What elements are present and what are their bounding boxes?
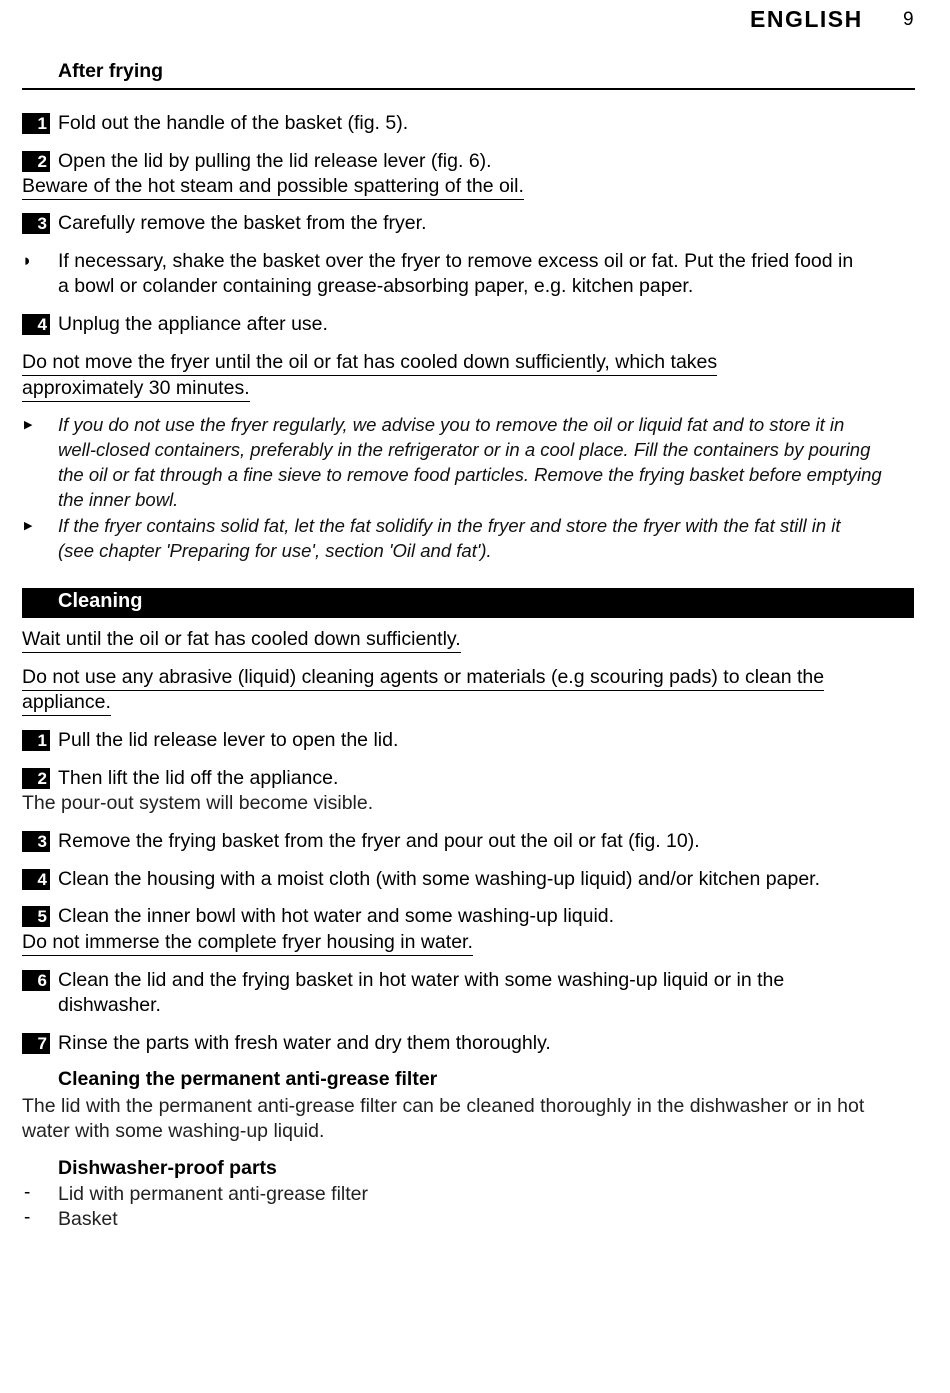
step-number-badge: 1	[22, 730, 50, 751]
after-frying-heading: After frying	[58, 60, 164, 82]
dishwasher-heading: Dishwasher-proof parts	[58, 1157, 277, 1179]
step-text: Then lift the lid off the appliance.	[58, 767, 339, 789]
warning-text: appliance.	[22, 690, 111, 716]
bullet-arrow-icon: ◗	[22, 251, 33, 270]
tip-text: (see chapter 'Preparing for use', section 'Oil and fat').	[58, 540, 492, 561]
step-text: Clean the lid and the frying basket in hot water with some washing-up liquid or in the	[58, 969, 785, 991]
tip-text: If you do not use the fryer regularly, we advise you to remove the oil or liquid fat and to store it in	[58, 414, 845, 435]
step-text: Rinse the parts with fresh water and dry them thoroughly.	[58, 1032, 551, 1054]
cleaning-heading: Cleaning	[58, 590, 143, 612]
step-number-badge: 4	[22, 314, 50, 335]
list-item: Basket	[58, 1208, 118, 1230]
tip-triangle-icon: ▶	[24, 520, 33, 532]
list-item: Lid with permanent anti-grease filter	[58, 1183, 368, 1205]
filter-text: The lid with the permanent anti-grease filter can be cleaned thoroughly in the dishwasher or in hot	[22, 1095, 865, 1117]
warning-text: Do not use any abrasive (liquid) cleaning agents or materials (e.g scouring pads) to clean the	[22, 665, 824, 691]
step-number-badge: 4	[22, 869, 50, 890]
step-text: Open the lid by pulling the lid release lever (fig. 6).	[58, 150, 492, 172]
page-number: 9	[903, 9, 914, 30]
step-text: Carefully remove the basket from the fryer.	[58, 212, 427, 234]
warning-text: Wait until the oil or fat has cooled down sufficiently.	[22, 627, 461, 653]
step-text: dishwasher.	[58, 994, 161, 1016]
step-number-badge: 2	[22, 768, 50, 789]
step-text: Pull the lid release lever to open the lid.	[58, 729, 399, 751]
tip-text: the oil or fat through a fine sieve to remove food particles. Remove the frying basket before emptying	[58, 464, 882, 485]
list-dash: -	[24, 1182, 31, 1203]
filter-heading: Cleaning the permanent anti-grease filter	[58, 1068, 438, 1090]
warning-text: Do not immerse the complete fryer housing in water.	[22, 930, 473, 956]
tip-text: If the fryer contains solid fat, let the fat solidify in the fryer and store the fryer with the fat still in it	[58, 515, 841, 536]
step-text: Fold out the handle of the basket (fig. 5).	[58, 112, 409, 134]
step-number-badge: 3	[22, 831, 50, 852]
cleaning-section-bar	[22, 588, 914, 618]
step-number-badge: 1	[22, 113, 50, 134]
tip-triangle-icon: ▶	[24, 419, 33, 431]
step-text: Remove the frying basket from the fryer and pour out the oil or fat (fig. 10).	[58, 830, 700, 852]
tip-text: well-closed containers, preferably in the refrigerator or in a cool place. Fill the containers by pouring	[58, 439, 871, 460]
step-number-badge: 3	[22, 213, 50, 234]
warning-text: approximately 30 minutes.	[22, 376, 250, 402]
language-label: ENGLISH	[750, 6, 863, 32]
step-number-badge: 2	[22, 151, 50, 172]
step-number-badge: 6	[22, 970, 50, 991]
step-text: Clean the housing with a moist cloth (with some washing-up liquid) and/or kitchen paper.	[58, 868, 820, 890]
step-note: The pour-out system will become visible.	[22, 792, 374, 814]
list-dash: -	[24, 1207, 31, 1228]
step-number-badge: 7	[22, 1033, 50, 1054]
bullet-text: If necessary, shake the basket over the fryer to remove excess oil or fat. Put the fried food in	[58, 250, 854, 272]
step-number-badge: 5	[22, 906, 50, 927]
step-text: Unplug the appliance after use.	[58, 313, 328, 335]
bullet-text: a bowl or colander containing grease-absorbing paper, e.g. kitchen paper.	[58, 275, 694, 297]
warning-text: Do not move the fryer until the oil or fat has cooled down sufficiently, which takes	[22, 350, 717, 376]
tip-text: the inner bowl.	[58, 489, 179, 510]
filter-text: water with some washing-up liquid.	[22, 1120, 325, 1142]
warning-text: Beware of the hot steam and possible spattering of the oil.	[22, 174, 524, 200]
step-text: Clean the inner bowl with hot water and some washing-up liquid.	[58, 905, 615, 927]
section-rule	[22, 88, 915, 90]
